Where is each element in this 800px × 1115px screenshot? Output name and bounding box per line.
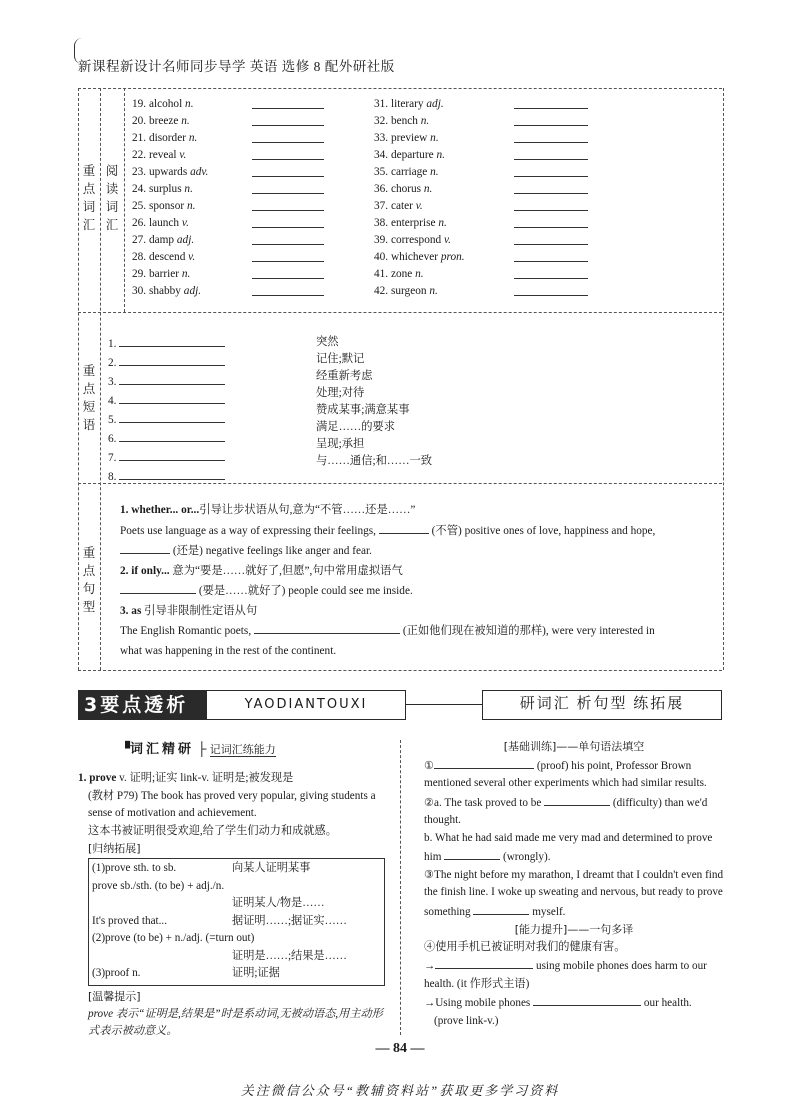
- answer-blank[interactable]: [514, 283, 588, 296]
- phrase-list: [108, 334, 225, 486]
- answer-blank[interactable]: [119, 353, 225, 366]
- vocab-research-title: ▝词汇精研 ├ 记词汇练能力: [120, 741, 276, 757]
- phrase-item: 5.: [108, 410, 225, 429]
- answer-blank[interactable]: [514, 249, 588, 262]
- answer-blank[interactable]: [119, 372, 225, 385]
- answer-blank[interactable]: [533, 993, 641, 1006]
- answer-blank[interactable]: [514, 198, 588, 211]
- answer-blank[interactable]: [252, 181, 324, 194]
- answer-blank[interactable]: [252, 130, 324, 143]
- vocab-item: 24. surplus n.: [132, 183, 193, 195]
- phrase-section-label: 重 点 短 语: [82, 364, 96, 432]
- vocab-item: 38. enterprise n.: [374, 217, 447, 229]
- answer-blank[interactable]: [544, 793, 610, 806]
- label-column-separator: [100, 88, 101, 670]
- answer-blank[interactable]: [119, 410, 225, 423]
- vocab-blanks-right: [514, 96, 588, 300]
- column-divider: [400, 740, 401, 1035]
- page-header: 新课程新设计名师同步导学 英语 选修 8 配外研社版: [78, 59, 395, 74]
- answer-blank[interactable]: [252, 283, 324, 296]
- vocab-item: 42. surgeon n.: [374, 285, 438, 297]
- section-pinyin: YAODIANTOUXI: [206, 690, 406, 720]
- vocab-section-label: 重 点 词 汇: [82, 164, 96, 232]
- answer-blank[interactable]: [252, 164, 324, 177]
- vocab-item: 37. cater v.: [374, 200, 423, 212]
- answer-blank[interactable]: [254, 621, 400, 634]
- answer-blank[interactable]: [252, 147, 324, 160]
- table-bottom-border: [78, 670, 722, 671]
- answer-blank[interactable]: [119, 391, 225, 404]
- vocab-item: 27. damp adj.: [132, 234, 195, 246]
- answer-blank[interactable]: [434, 756, 534, 769]
- answer-blank[interactable]: [514, 215, 588, 228]
- sentence-patterns: 1. whether... or...引导让步状语从句,意为“不管……还是……” Poets use language as a way of expressing their feelings, (不管) positive ones of love, happiness and hope, (还是) negative feelings like anger and fear. 2. if only... 意为“要是……就好了,但愿”,句中常用虚拟语气 (要是……就好了) people could see me inside. 3. as 引导非限制性定语从句 The English Romantic poets, (正如他们现在被知道的那样), were very interested in what was happening in the rest of the continent.: [120, 504, 656, 657]
- answer-blank[interactable]: [252, 198, 324, 211]
- phrase-item: 7.: [108, 448, 225, 467]
- answer-blank[interactable]: [252, 215, 324, 228]
- table-divider-1: [78, 312, 722, 313]
- section-bar-line: [406, 704, 482, 705]
- entry-prove: 1. prove v. 证明;证实 link-v. 证明是;被发现是 (教材 P79) The book has proved very popular, giving students a sense of motivation and achievement. 这本书被证明很受欢迎,给了学生们动力和成就感。 [归纳拓展]: [78, 772, 376, 855]
- vocab-item: 21. disorder n.: [132, 132, 198, 144]
- answer-blank[interactable]: [252, 232, 324, 245]
- answer-blank[interactable]: [514, 232, 588, 245]
- vocab-item: 29. barrier n.: [132, 268, 191, 280]
- phrase-item: 4.: [108, 391, 225, 410]
- phrase-item: 2.: [108, 353, 225, 372]
- vocab-item: 22. reveal v.: [132, 149, 187, 161]
- vocab-item: 31. literary adj.: [374, 98, 444, 110]
- vocab-item: 41. zone n.: [374, 268, 424, 280]
- answer-blank[interactable]: [444, 847, 500, 860]
- vocab-item: 34. departure n.: [374, 149, 445, 161]
- answer-blank[interactable]: [473, 902, 529, 915]
- page-number: — 84 —: [375, 1041, 425, 1056]
- expansion-cn: 向某人证明某事 证明某人/物是…… 据证明……;据证实…… 证明是……;结果是…… 证明;证据: [232, 862, 347, 979]
- vocab-item: 26. launch v.: [132, 217, 189, 229]
- answer-blank[interactable]: [252, 266, 324, 279]
- vocab-item: 20. breeze n.: [132, 115, 190, 127]
- answer-blank[interactable]: [119, 467, 225, 480]
- phrase-item: 6.: [108, 429, 225, 448]
- answer-blank[interactable]: [514, 113, 588, 126]
- vocab-item: 32. bench n.: [374, 115, 430, 127]
- section-number-title: 3要点透析: [78, 690, 206, 720]
- vocab-item: 39. correspond v.: [374, 234, 451, 246]
- answer-blank[interactable]: [120, 581, 196, 594]
- vocab-list-right: [374, 96, 465, 300]
- footer-note: 关注微信公众号“教辅资料站”获取更多学习资料: [240, 1083, 560, 1098]
- phrase-item: 1.: [108, 334, 225, 353]
- answer-blank[interactable]: [119, 334, 225, 347]
- answer-blank[interactable]: [252, 249, 324, 262]
- phrase-item: 3.: [108, 372, 225, 391]
- vocab-item: 28. descend v.: [132, 251, 196, 263]
- sentence-section-label: 重 点 句 型: [82, 546, 96, 614]
- answer-blank[interactable]: [252, 113, 324, 126]
- answer-blank[interactable]: [514, 130, 588, 143]
- vocab-list-left: [132, 96, 208, 300]
- vocab-item: 19. alcohol n.: [132, 98, 194, 110]
- answer-blank[interactable]: [120, 541, 170, 554]
- answer-blank[interactable]: [514, 164, 588, 177]
- answer-blank[interactable]: [252, 96, 324, 109]
- answer-blank[interactable]: [514, 147, 588, 160]
- phrase-item: 8.: [108, 467, 225, 486]
- vocab-blanks-left: [252, 96, 324, 300]
- answer-blank[interactable]: [119, 429, 225, 442]
- reading-vocab-label: 阅 读 词 汇: [105, 164, 119, 232]
- exercise-block: [基础训练]——单句语法填空 ① (proof) his point, Professor Brown mentioned several other experiments which had similar results. ②a. The task proved to be (difficulty) than we'd thought. b. What he had said made me very mad and determined to prove him (wrongly). ③The night before my marathon, I dreamt that I couldn't even find the finish line. I woke up sweating and nervous, but ready to prove something myself. [能力提升]——一句多译 ④使用手机已被证明对我们的健康有害。 → using mobile phones does harm to our health. (it 作形式主语) →Using mobile phones our health. (prove link-v.): [424, 740, 724, 1027]
- vocab-item: 25. sponsor n.: [132, 200, 196, 212]
- vocab-item: 23. upwards adv.: [132, 166, 209, 178]
- vocab-item: 40. whichever pron.: [374, 251, 465, 263]
- answer-blank[interactable]: [379, 521, 429, 534]
- tip-block: [温馨提示] prove 表示“证明是,结果是”时是系动词,无被动语态,用主动形式表示被动意义。: [88, 990, 383, 1037]
- phrase-meanings: 突然 记住;默记 经重新考虑 处理;对待 赞成某事;满意某事 满足……的要求 呈现;承担 与……通信;和……一致: [316, 336, 433, 467]
- vocab-item: 30. shabby adj.: [132, 285, 202, 297]
- reading-column-separator: [124, 88, 125, 312]
- vocab-item: 36. chorus n.: [374, 183, 433, 195]
- section-subtitle: 研词汇 析句型 练拓展: [482, 690, 722, 720]
- vocab-item: 35. carriage n.: [374, 166, 439, 178]
- answer-blank[interactable]: [514, 96, 588, 109]
- answer-blank[interactable]: [435, 956, 533, 969]
- answer-blank[interactable]: [119, 448, 225, 461]
- vocab-item: 33. preview n.: [374, 132, 439, 144]
- expansion-en: (1)prove sth. to sb. prove sb./sth. (to be) + adj./n. It's proved that... (2)prove (to be) + n./adj. (=turn out) (3)proof n.: [92, 862, 255, 979]
- answer-blank[interactable]: [514, 266, 588, 279]
- answer-blank[interactable]: [514, 181, 588, 194]
